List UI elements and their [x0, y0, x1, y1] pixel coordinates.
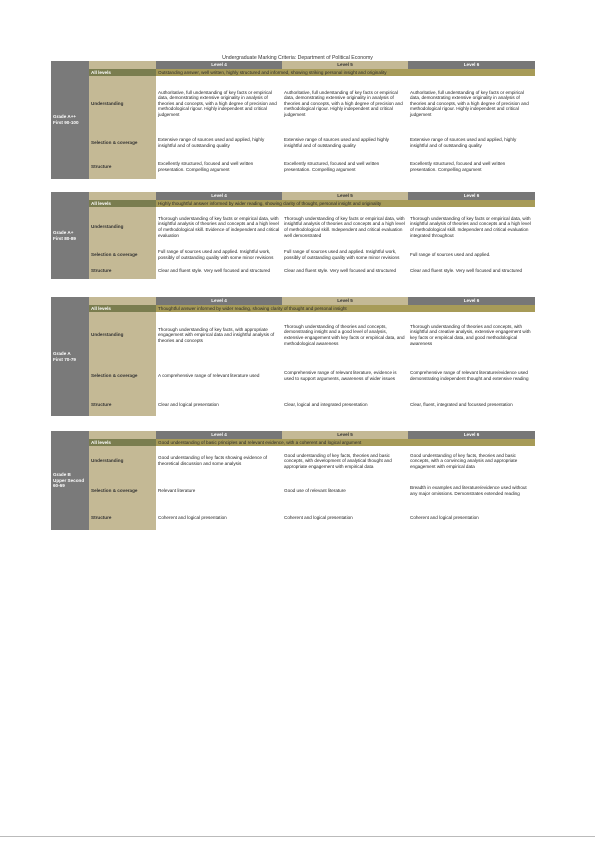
- grade-label: [51, 297, 89, 416]
- level-header: Level 5: [282, 297, 408, 305]
- header-blank: [89, 431, 156, 439]
- level-header: Level 6: [408, 61, 535, 69]
- criterion-description: Comprehensive range of relevant literature, evidence is used to support arguments, awareness of wider issues: [282, 358, 408, 394]
- criterion-description: Full range of sources used and applied. Insightful work, possibly of outstanding quality with some minor revisions: [156, 247, 282, 263]
- criterion-description: Thorough understanding of key facts or empirical data, with insightful analysis of theories and concepts and a high level of methodological skill. Evidence of independent and critical evaluation: [156, 207, 282, 247]
- all-levels-label: All levels: [89, 200, 156, 207]
- criterion-description: Clear and fluent style. Very well focused and structured: [408, 263, 535, 279]
- level-header: Level 6: [408, 192, 535, 200]
- criterion-description: Authoritative, full understanding of key facts or empirical data, demonstrating extensive originality in analysis of theories and concepts, with a high degree of precision and methodological rigour. Highly independent and critical judgement: [408, 76, 535, 131]
- all-levels-label: All levels: [89, 69, 156, 76]
- criterion-description: Full range of sources used and applied.: [408, 247, 535, 263]
- criterion-description: Extensive range of sources used and applied, highly insightful and of outstanding quality: [408, 131, 535, 155]
- all-levels-label: All levels: [89, 305, 156, 312]
- all-levels-label: All levels: [89, 439, 156, 446]
- page-bottom-rule: [0, 836, 595, 837]
- page-title: Undergraduate Marking Criteria: Department of Political Economy: [222, 55, 373, 61]
- header-blank: [89, 192, 156, 200]
- all-levels-summary: Outstanding answer, well written, highly structured and informed, showing striking personal insight and originality: [156, 69, 535, 76]
- criterion-description: Thorough understanding of theories and concepts, with insightful and creative analysis, extensive engagement with key facts or empirical data, and good methodological awareness: [408, 312, 535, 358]
- criterion-description: Clear and fluent style. Very well focused and structured: [282, 263, 408, 279]
- criterion-description: Good understanding of key facts, theories and basic concepts, with a convincing analysis and appropriate engagement with empirical data: [408, 446, 535, 476]
- level-header: Level 4: [156, 61, 282, 69]
- criterion-description: Coherent and logical presentation: [282, 506, 408, 530]
- criterion-description: Coherent and logical presentation: [408, 506, 535, 530]
- level-header: Level 5: [282, 61, 408, 69]
- grade-label-text: Grade A++ First 90-100: [53, 114, 79, 125]
- criterion-description: Thorough understanding of key facts, with appropriate engagement with empirical data and insightful analysis of theories and concepts: [156, 312, 282, 358]
- criterion-description: Comprehensive range of relevant literature/evidence used demonstrating independent thought and extensive reading: [408, 358, 535, 394]
- criterion-label: Understanding: [89, 207, 156, 247]
- criterion-description: Clear and fluent style. Very well focused and structured: [156, 263, 282, 279]
- grade-label-text: Grade A+ First 80-89: [53, 229, 76, 241]
- header-blank: [89, 61, 156, 69]
- criterion-description: Excellently structured, focused and well written presentation. Compelling argument: [282, 155, 408, 179]
- criterion-description: Full range of sources used and applied. Insightful work, possibly of outstanding quality with some minor revisions: [282, 247, 408, 263]
- criterion-description: Good understanding of key facts, theories and basic concepts, with development of analytical thought and appropriate engagement with empirical data: [282, 446, 408, 476]
- criterion-description: Breadth in examples and literature/evidence used without any major omissions. Demonstrates extended reading: [408, 476, 535, 506]
- level-header: Level 5: [282, 431, 408, 439]
- level-header: Level 6: [408, 431, 535, 439]
- criterion-description: Extensive range of sources used and applied, highly insightful and of outstanding quality: [156, 131, 282, 155]
- level-header: Level 5: [282, 192, 408, 200]
- criterion-description: Clear, logical and integrated presentation: [282, 394, 408, 416]
- criterion-description: A comprehensive range of relevant literature used: [156, 358, 282, 394]
- criterion-description: Thorough understanding of theories and concepts, demonstrating insight and a good level of analysis, extensive engagement with key facts or empirical data, and methodological awareness: [282, 312, 408, 358]
- level-header: Level 4: [156, 297, 282, 305]
- criterion-description: Thorough understanding of key facts or empirical data, with insightful analysis of theories and concepts and a high level of methodological skill. Independent and critical evaluation integrated throughout: [408, 207, 535, 247]
- level-header: Level 4: [156, 431, 282, 439]
- criterion-description: Good understanding of key facts showing evidence of theoretical discussion and some analysis: [156, 446, 282, 476]
- criterion-description: Excellently structured, focused and well written presentation. Compelling argument: [156, 155, 282, 179]
- level-header: Level 4: [156, 192, 282, 200]
- all-levels-summary: Good understanding of basic principles and relevant evidence, with a coherent and logical argument: [156, 439, 535, 446]
- grade-block: [51, 431, 535, 530]
- header-blank: [89, 297, 156, 305]
- criterion-label: Structure: [89, 155, 156, 179]
- criterion-label: Selection & coverage: [89, 247, 156, 263]
- criterion-description: Good use of relevant literature: [282, 476, 408, 506]
- criterion-label: Structure: [89, 394, 156, 416]
- criterion-label: Structure: [89, 506, 156, 530]
- level-header: Level 6: [408, 297, 535, 305]
- grade-label: [51, 431, 89, 530]
- criterion-description: Relevant literature: [156, 476, 282, 506]
- grade-label: [51, 61, 89, 179]
- grade-block: [51, 61, 535, 179]
- all-levels-summary: Thoughtful answer informed by wider reading, showing clarity of thought and personal insight: [156, 305, 535, 312]
- criterion-description: Excellently structured, focused and well written presentation. Compelling argument: [408, 155, 535, 179]
- grade-label: [51, 192, 89, 279]
- criterion-description: Clear and logical presentation: [156, 394, 282, 416]
- criterion-description: Authoritative, full understanding of key facts or empirical data, demonstrating extensive originality in analysis of theories and concepts, with a high degree of precision and methodological rigour. Highly independent and critical judgement: [282, 76, 408, 131]
- criterion-label: Selection & coverage: [89, 358, 156, 394]
- criterion-label: Understanding: [89, 312, 156, 358]
- criterion-description: Thorough understanding of key facts or empirical data, with insightful analysis of theories and concepts and a high level of methodological skill. Independent and critical evaluation well demonstrated: [282, 207, 408, 247]
- grade-label-text: Grade B Upper Second 60-69: [53, 472, 85, 489]
- criterion-description: Extensive range of sources used and applied highly insightful and of outstanding quality: [282, 131, 408, 155]
- criterion-description: Clear, fluent, integrated and focussed presentation: [408, 394, 535, 416]
- criterion-description: Authoritative, full understanding of key facts or empirical data, demonstrating extensive originality in analysis of theories and concepts, with a high degree of precision and methodological rigour. Highly independent and critical judgement: [156, 76, 282, 131]
- grade-block: [51, 297, 535, 416]
- all-levels-summary: Highly thoughtful answer informed by wider reading, showing clarity of thought, personal insight and originality: [156, 200, 535, 207]
- criterion-label: Understanding: [89, 76, 156, 131]
- grade-label-text: Grade A First 70-79: [53, 350, 76, 362]
- criterion-description: Coherent and logical presentation: [156, 506, 282, 530]
- criterion-label: Structure: [89, 263, 156, 279]
- grade-block: [51, 192, 535, 279]
- criterion-label: Understanding: [89, 446, 156, 476]
- criterion-label: Selection & coverage: [89, 131, 156, 155]
- criterion-label: Selection & coverage: [89, 476, 156, 506]
